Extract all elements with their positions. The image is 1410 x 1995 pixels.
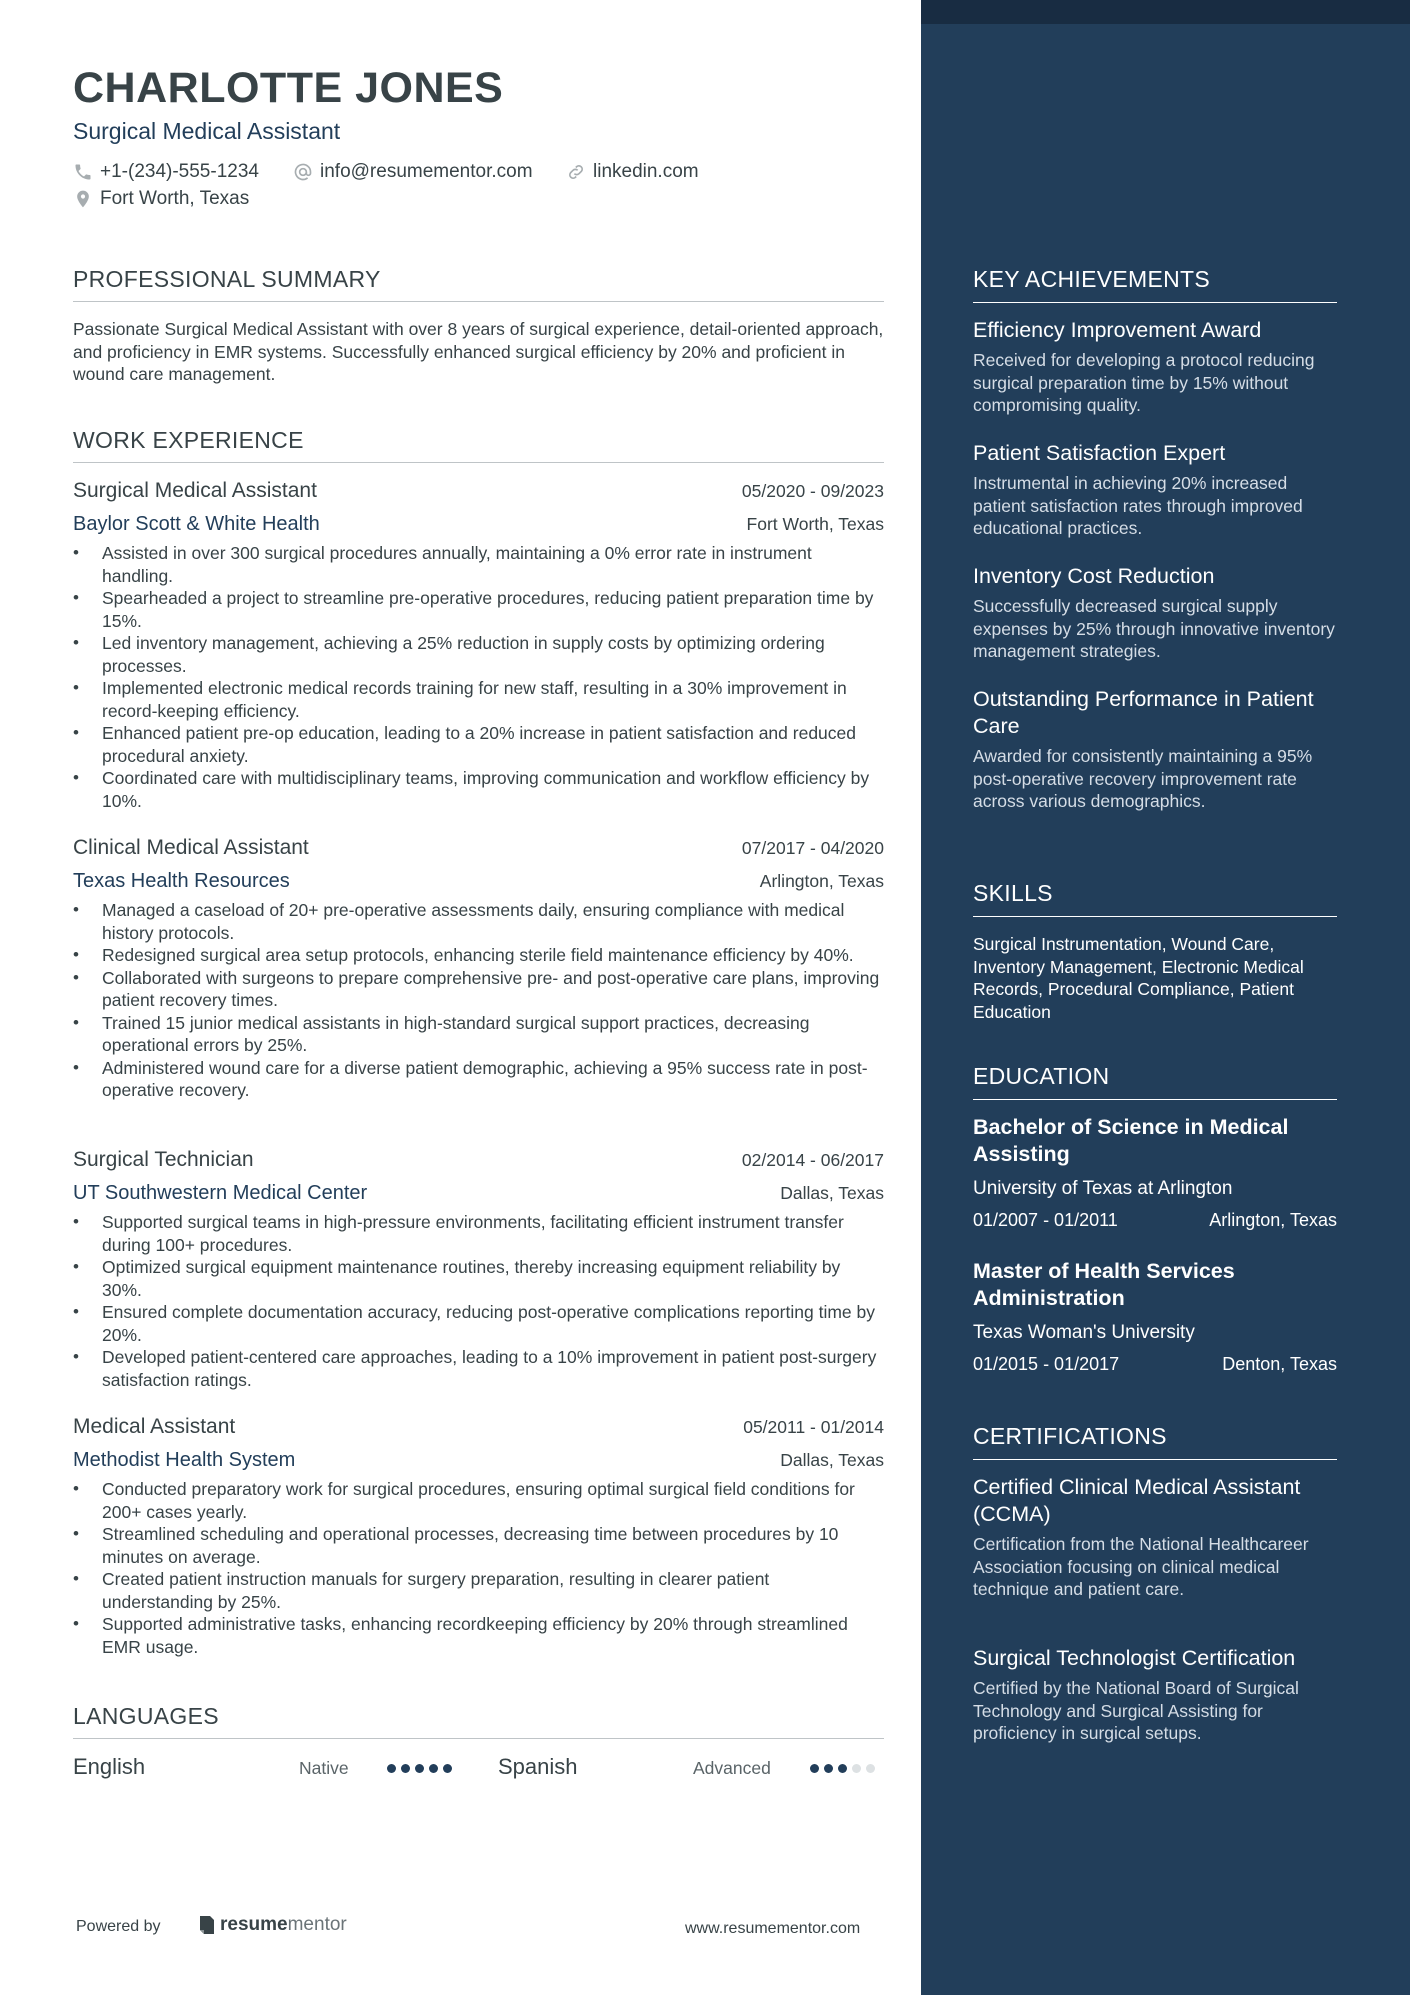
achievements-heading: KEY ACHIEVEMENTS [973, 266, 1337, 303]
job-bullet: • Led inventory management, achieving a 25% reduction in supply costs by optimizing ordering processes. [73, 632, 884, 677]
education-location: Denton, Texas [1222, 1354, 1337, 1374]
certification-item [973, 1645, 1337, 1745]
education-school: University of Texas at Arlington [973, 1178, 1233, 1199]
certification-desc: Certified by the National Board of Surgical Technology and Surgical Assisting for proficiency in surgical setups. [973, 1678, 1299, 1743]
languages-row [73, 1754, 884, 1784]
achievement-desc: Received for developing a protocol reducing surgical preparation time by 15% without compromising quality. [973, 350, 1315, 415]
language-name: Spanish [498, 1754, 578, 1779]
job-bullet: • Redesigned surgical area setup protocols, enhancing sterile field maintenance efficiency by 40%. [73, 944, 884, 967]
contact-phone [73, 161, 259, 183]
rating-dot [810, 1764, 819, 1773]
achievement-item [973, 563, 1337, 663]
certification-title: Surgical Technologist Certification [973, 1646, 1296, 1670]
rating-dot [415, 1764, 424, 1773]
achievement-item [973, 686, 1337, 813]
language-rating [810, 1764, 875, 1773]
job-bullet: • Supported surgical teams in high-pressure environments, facilitating efficient instrument transfer during 100+ procedures. [73, 1211, 884, 1256]
job-entry [73, 1148, 884, 1391]
language-level: Native [299, 1758, 349, 1778]
certifications-heading: CERTIFICATIONS [973, 1423, 1337, 1460]
achievement-title: Inventory Cost Reduction [973, 564, 1215, 588]
job-dates: 05/2020 - 09/2023 [741, 481, 884, 501]
rating-dot [838, 1764, 847, 1773]
resumementor-logo-icon [198, 1915, 216, 1935]
certification-item [973, 1474, 1337, 1601]
job-location: Dallas, Texas [780, 1450, 884, 1470]
language-rating [387, 1764, 452, 1773]
job-bullet: • Ensured complete documentation accuracy, reducing post-operative complications reporting time by 20%. [73, 1301, 884, 1346]
job-company: Texas Health Resources [73, 870, 290, 892]
email-text[interactable]: info@resumementor.com [320, 161, 533, 182]
sidebar [921, 0, 1410, 1995]
linkedin-text[interactable]: linkedin.com [593, 161, 699, 182]
job-title: Clinical Medical Assistant [73, 836, 309, 859]
candidate-role: Surgical Medical Assistant [73, 118, 341, 144]
job-entry [73, 1415, 884, 1658]
skills-text: Surgical Instrumentation, Wound Care, Inventory Management, Electronic Medical Records, Procedural Compliance, Patient Education [973, 934, 1304, 1022]
location-text: Fort Worth, Texas [100, 188, 250, 209]
contact-linkedin [566, 161, 699, 183]
certification-title: Certified Clinical Medical Assistant (CCMA) [973, 1475, 1301, 1526]
education-dates: 01/2007 - 01/2011 [973, 1210, 1118, 1230]
education-degree: Bachelor of Science in Medical Assisting [973, 1115, 1289, 1166]
job-bullet: • Assisted in over 300 surgical procedures annually, maintaining a 0% error rate in instrument handling. [73, 542, 884, 587]
rating-dot [401, 1764, 410, 1773]
job-location: Dallas, Texas [780, 1183, 884, 1203]
education-item [973, 1114, 1337, 1231]
education-degree: Master of Health Services Administration [973, 1259, 1235, 1310]
job-bullet: • Managed a caseload of 20+ pre-operative assessments daily, ensuring compliance with medical history protocols. [73, 899, 884, 944]
job-bullet: • Implemented electronic medical records training for new staff, resulting in a 30% improvement in record-keeping efficiency. [73, 677, 884, 722]
job-bullet: • Coordinated care with multidisciplinary teams, improving communication and workflow efficiency by 10%. [73, 767, 884, 812]
job-title: Surgical Medical Assistant [73, 479, 317, 502]
job-bullet: • Optimized surgical equipment maintenance routines, thereby increasing equipment reliability by 30%. [73, 1256, 884, 1301]
link-icon [566, 162, 586, 182]
rating-dot [443, 1764, 452, 1773]
phone-icon [73, 162, 93, 182]
job-bullet: • Developed patient-centered care approaches, leading to a 10% improvement in patient post-surgery satisfaction ratings. [73, 1346, 884, 1391]
footer-logo[interactable] [198, 1914, 347, 1936]
job-entry [73, 479, 884, 812]
job-company: Methodist Health System [73, 1449, 296, 1471]
job-bullet: • Supported administrative tasks, enhancing recordkeeping efficiency by 20% through streamlined EMR usage. [73, 1613, 884, 1658]
education-item [973, 1258, 1337, 1375]
experience-heading: WORK EXPERIENCE [73, 427, 884, 463]
achievement-desc: Successfully decreased surgical supply expenses by 25% through innovative inventory management strategies. [973, 596, 1335, 661]
language-name: English [73, 1754, 146, 1779]
job-bullet: • Administered wound care for a diverse patient demographic, achieving a 95% success rate in post-operative recovery. [73, 1057, 884, 1102]
at-icon [293, 162, 313, 182]
language-level: Advanced [693, 1758, 771, 1778]
job-bullets [73, 1478, 884, 1658]
contact-email [293, 161, 533, 183]
achievement-title: Efficiency Improvement Award [973, 318, 1262, 342]
achievement-desc: Instrumental in achieving 20% increased patient satisfaction rates through improved educational practices. [973, 473, 1303, 538]
job-bullets [73, 1211, 884, 1391]
job-dates: 02/2014 - 06/2017 [741, 1150, 884, 1170]
job-bullet: • Conducted preparatory work for surgical procedures, ensuring optimal surgical field conditions for 200+ cases yearly. [73, 1478, 884, 1523]
logo-light: mentor [287, 1914, 347, 1935]
achievement-title: Patient Satisfaction Expert [973, 441, 1226, 465]
rating-dot [824, 1764, 833, 1773]
logo-bold: resume [220, 1914, 288, 1935]
job-bullet: • Spearheaded a project to streamline pre-operative procedures, reducing patient preparation time by 15%. [73, 587, 884, 632]
education-school: Texas Woman's University [973, 1322, 1195, 1343]
job-bullet: • Trained 15 junior medical assistants in high-standard surgical support practices, decreasing operational errors by 25%. [73, 1012, 884, 1057]
summary-heading: PROFESSIONAL SUMMARY [73, 266, 884, 302]
footer-powered-by: Powered by [76, 1918, 161, 1935]
job-location: Fort Worth, Texas [746, 514, 884, 534]
achievement-item [973, 440, 1337, 540]
candidate-name: CHARLOTTE JONES [73, 64, 504, 112]
achievement-desc: Awarded for consistently maintaining a 95% post-operative recovery improvement rate across various demographics. [973, 746, 1313, 811]
achievement-item [973, 317, 1337, 417]
job-bullets [73, 899, 884, 1102]
phone-text[interactable]: +1-(234)-555-1234 [100, 161, 259, 182]
job-entry [73, 836, 884, 1102]
job-dates: 07/2017 - 04/2020 [741, 838, 884, 858]
job-title: Medical Assistant [73, 1415, 236, 1438]
sidebar-top-bar [921, 0, 1410, 24]
education-location: Arlington, Texas [1209, 1210, 1337, 1230]
job-dates: 05/2011 - 01/2014 [743, 1417, 884, 1437]
job-company: UT Southwestern Medical Center [73, 1182, 368, 1204]
rating-dot [429, 1764, 438, 1773]
job-bullet: • Created patient instruction manuals for surgery preparation, resulting in clearer patient understanding by 25%. [73, 1568, 884, 1613]
education-heading: EDUCATION [973, 1063, 1337, 1100]
achievement-title: Outstanding Performance in Patient Care [973, 687, 1314, 738]
languages-heading: LANGUAGES [73, 1703, 884, 1739]
contact-location [73, 188, 249, 210]
rating-dot [866, 1764, 875, 1773]
job-bullet: • Collaborated with surgeons to prepare comprehensive pre- and post-operative care plans, improving patient recovery times. [73, 967, 884, 1012]
rating-dot [387, 1764, 396, 1773]
footer-url[interactable]: www.resumementor.com [685, 1920, 861, 1937]
job-bullet: • Enhanced patient pre-op education, leading to a 20% increase in patient satisfaction and reduced procedural anxiety. [73, 722, 884, 767]
location-pin-icon [73, 189, 93, 209]
job-bullet: • Streamlined scheduling and operational processes, decreasing time between procedures by 10 minutes on average. [73, 1523, 884, 1568]
skills-heading: SKILLS [973, 880, 1337, 917]
job-bullets [73, 542, 884, 812]
education-dates: 01/2015 - 01/2017 [973, 1354, 1120, 1374]
job-title: Surgical Technician [73, 1148, 254, 1171]
job-company: Baylor Scott & White Health [73, 513, 320, 535]
job-location: Arlington, Texas [759, 871, 884, 891]
rating-dot [852, 1764, 861, 1773]
certification-desc: Certification from the National Healthcareer Association focusing on clinical medical technique and patient care. [973, 1534, 1309, 1599]
summary-text: Passionate Surgical Medical Assistant with over 8 years of surgical experience, detail-oriented approach, and proficiency in EMR systems. Successfully enhanced surgical efficiency by 20% and proficient in wound care management. [73, 319, 884, 384]
